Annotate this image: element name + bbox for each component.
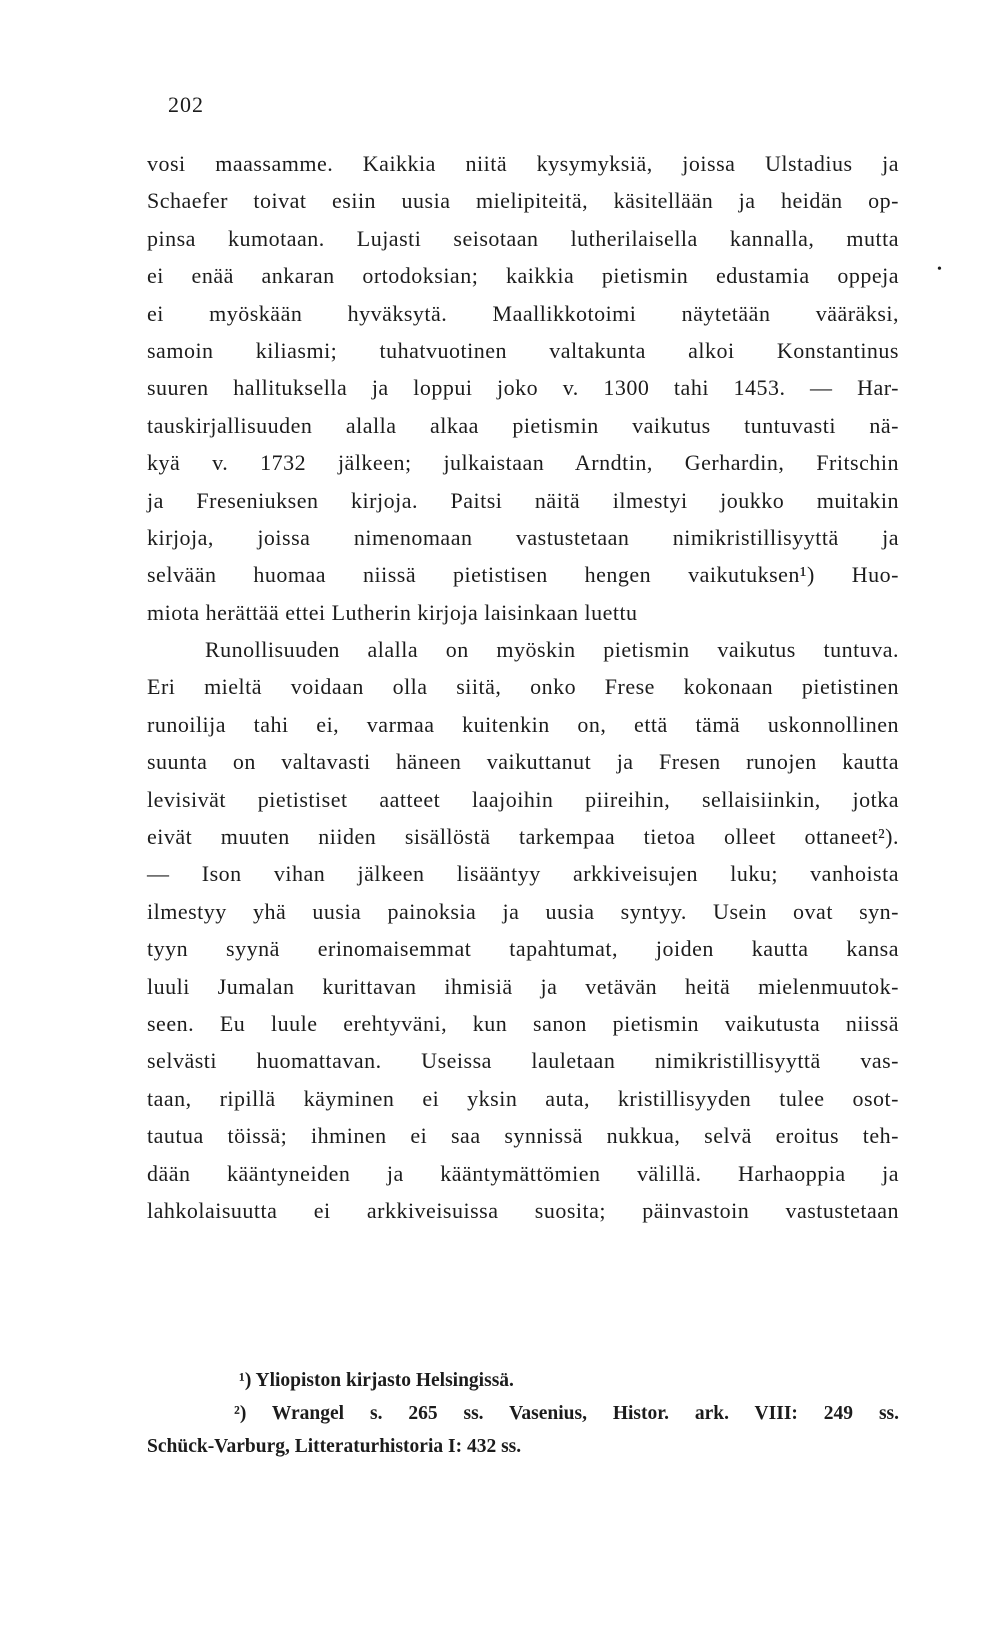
text-line: luuli Jumalan kurittavan ihmisiä ja vetävän heitä mielenmuutok- bbox=[147, 973, 899, 999]
footnote-2-continuation: Schück-Varburg, Litteraturhistoria I: 432 ss. bbox=[147, 1436, 522, 1457]
text-line: pinsa kumotaan. Lujasti seisotaan lutherilaisella kannalla, mutta bbox=[147, 225, 899, 251]
text-line: kyä v. 1732 jälkeen; julkaistaan Arndtin, Gerhardin, Fritschin bbox=[147, 450, 899, 476]
text-line: suuren hallituksella ja loppui joko v. 1300 tahi 1453. — Har- bbox=[147, 375, 899, 401]
text-line: vosi maassamme. Kaikkia niitä kysymyksiä, joissa Ulstadius ja bbox=[147, 151, 899, 176]
body-text bbox=[147, 145, 899, 1229]
text-line: kirjoja, joissa nimenomaan vastustetaan nimikristillisyyttä ja bbox=[147, 524, 899, 550]
text-line: selvään huomaa niissä pietistisen hengen vaikutuksen¹) Huo- bbox=[147, 562, 899, 588]
text-line: taan, ripillä käyminen ei yksin auta, kristillisyyden tulee osot- bbox=[147, 1085, 899, 1111]
text-line: eivät muuten niiden sisällöstä tarkempaa tietoa olleet ottaneet²). bbox=[147, 824, 899, 850]
footnote-2: ²) Wrangel s. 265 ss. Vasenius, Histor. ark. VIII: 249 ss. bbox=[234, 1403, 899, 1424]
text-line: runoilija tahi ei, varmaa kuitenkin on, että tämä uskonnollinen bbox=[147, 711, 899, 737]
text-line: tyyn syynä erinomaisemmat tapahtumat, joiden kautta kansa bbox=[147, 936, 899, 962]
text-line: dään kääntyneiden ja kääntymättömien välillä. Harhaoppia ja bbox=[147, 1160, 899, 1186]
text-line: miota herättää ettei Lutherin kirjoja laisinkaan luettu bbox=[147, 599, 638, 625]
text-line: levisivät pietistiset aatteet laajoihin piireihin, sellaisiinkin, jotka bbox=[147, 786, 899, 812]
text-line-paragraph-start: Runollisuuden alalla on myöskin pietismin vaikutus tuntuva. bbox=[205, 637, 899, 663]
text-line: ilmestyy yhä uusia painoksia ja uusia syntyy. Usein ovat syn- bbox=[147, 898, 899, 924]
text-line: ei enää ankaran ortodoksian; kaikkia pietismin edustamia oppeja bbox=[147, 263, 899, 289]
text-line: Eri mieltä voidaan olla siitä, onko Frese kokonaan pietistinen bbox=[147, 674, 899, 700]
text-line: suunta on valtavasti häneen vaikuttanut ja Fresen runojen kautta bbox=[147, 749, 899, 775]
footnotes bbox=[147, 1364, 899, 1463]
page-number: 202 bbox=[168, 92, 204, 117]
text-line: selvästi huomattavan. Useissa lauletaan nimikristillisyyttä vas- bbox=[147, 1048, 899, 1074]
margin-mark: • bbox=[937, 262, 942, 277]
text-line: Schaefer toivat esiin uusia mielipiteitä, käsitellään ja heidän op- bbox=[147, 188, 899, 214]
text-line: lahkolaisuutta ei arkkiveisuissa suosita; päinvastoin vastustetaan bbox=[147, 1197, 899, 1223]
text-line: — Ison vihan jälkeen lisääntyy arkkiveisujen luku; vanhoista bbox=[147, 861, 899, 887]
text-line: tautua töissä; ihminen ei saa synnissä nukkua, selvä eroitus teh- bbox=[147, 1123, 899, 1149]
text-line: seen. Eu luule erehtyväni, kun sanon pietismin vaikutusta niissä bbox=[147, 1010, 899, 1036]
text-line: ja Freseniuksen kirjoja. Paitsi näitä ilmestyi joukko muitakin bbox=[147, 487, 899, 513]
text-line: tauskirjallisuuden alalla alkaa pietismin vaikutus tuntuvasti nä- bbox=[147, 412, 899, 438]
text-line: ei myöskään hyväksytä. Maallikkotoimi näytetään vääräksi, bbox=[147, 300, 899, 326]
text-line: samoin kiliasmi; tuhatvuotinen valtakunta alkoi Konstantinus bbox=[147, 337, 899, 363]
footnote-1: ¹) Yliopiston kirjasto Helsingissä. bbox=[239, 1370, 514, 1391]
